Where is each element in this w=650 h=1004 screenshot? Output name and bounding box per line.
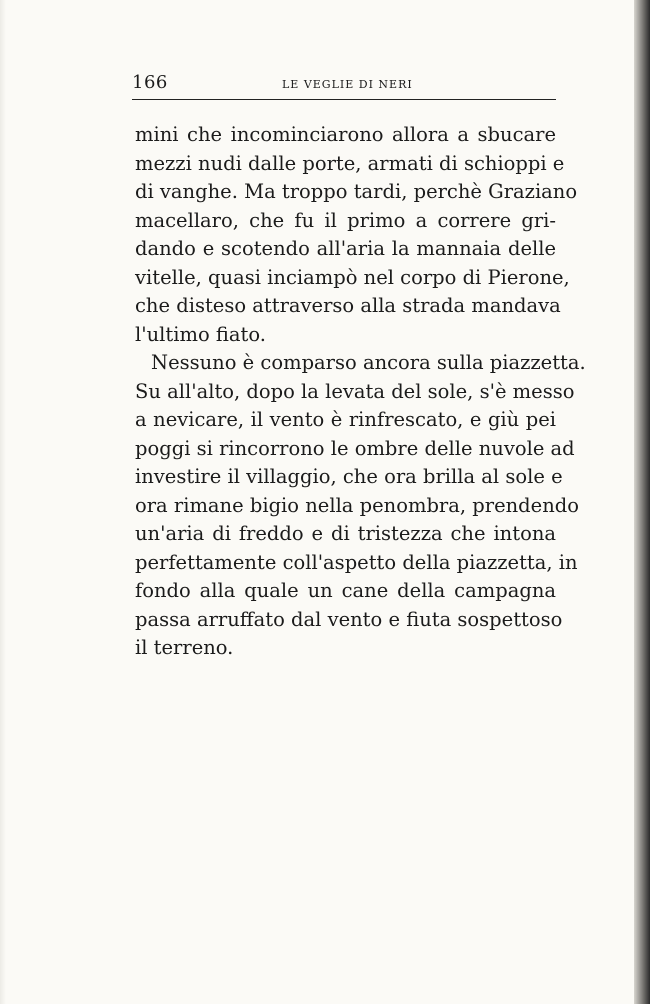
text-line: di vanghe. Ma troppo tardi, perchè Graziano: [135, 180, 578, 203]
page-number: 166: [132, 72, 168, 93]
text-line: vitelle, quasi inciampò nel corpo di Pierone,: [135, 265, 570, 289]
text-line: il terreno.: [135, 636, 234, 659]
running-head: LE VEGLIE DI NERI: [282, 78, 413, 91]
page-header: [132, 72, 556, 102]
text-line: poggi si rincorrono le ombre delle nuvole ad: [135, 436, 575, 460]
text-line: ora rimane bigio nella penombra, prendendo: [135, 493, 579, 517]
paragraph: [135, 121, 578, 349]
text-line: Su all'alto, dopo la levata del sole, s'è messo: [135, 379, 575, 403]
text-line: Nessuno è comparso ancora sulla piazzetta.: [151, 351, 586, 374]
text-line: dando e scotendo all'aria la mannaia delle: [135, 237, 556, 260]
text-line: mezzi nudi dalle porte, armati di schioppi e: [135, 151, 565, 175]
page-binding-shadow: [634, 0, 650, 1004]
text-line: macellaro, che fu il primo a correre gri-: [135, 208, 556, 232]
text-line: l'ultimo fiato.: [135, 322, 266, 346]
text-line: investire il villaggio, che ora brilla al sole e: [135, 465, 563, 488]
text-line: che disteso attraverso alla strada mandava: [135, 294, 561, 317]
page-left-edge: [0, 0, 6, 1004]
body-text: [135, 121, 586, 663]
text-line: a nevicare, il vento è rinfrescato, e giù pei: [135, 408, 556, 431]
text-line: un'aria di freddo e di tristezza che intona: [135, 522, 556, 545]
text-line: mini che incominciarono allora a sbucare: [135, 123, 556, 146]
paragraph: [135, 349, 586, 663]
text-line: passa arruffato dal vento e fiuta sospettoso: [135, 607, 563, 631]
header-rule: [132, 99, 556, 100]
text-line: fondo alla quale un cane della campagna: [135, 579, 556, 602]
text-line: perfettamente coll'aspetto della piazzetta, in: [135, 550, 578, 574]
